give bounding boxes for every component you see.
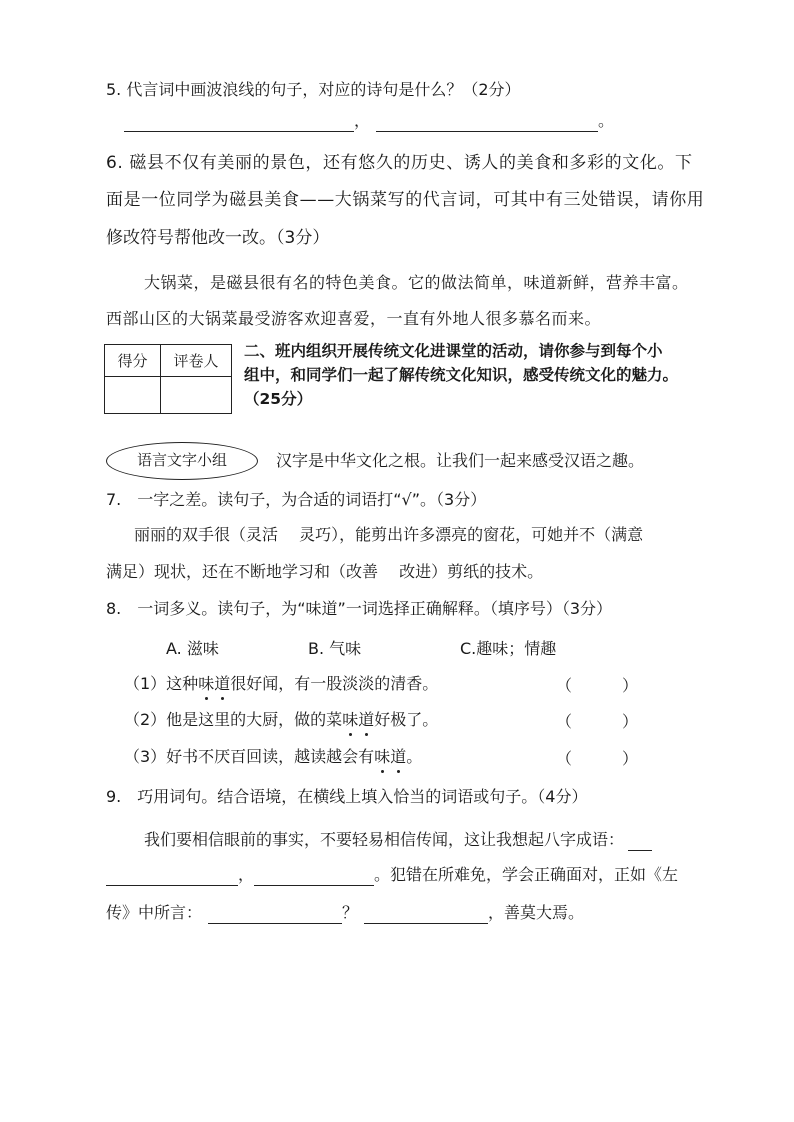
group-label-oval <box>106 442 258 480</box>
q8-item-1-emph-1: 味 <box>198 674 215 693</box>
q6-line-2: 面是一位同学为磁县美食——大锅菜写的代言词，可其中有三处错误，请你用 <box>106 190 705 210</box>
q8-item-1-pre: （1）这种 <box>124 674 199 693</box>
q8-item-2-paren-open: （ <box>556 712 573 731</box>
q8-item-1-emph-2: 道 <box>214 674 231 693</box>
q9-line-3-head: 传》中所言： <box>106 903 203 922</box>
q8-item-1-paren-close: ） <box>622 676 639 695</box>
q9-line-2-tail: 。犯错在所难免，学会正确面对，正如《左 <box>374 865 679 884</box>
q7-line-1: 丽丽的双手很（灵活 灵巧），能剪出许多漂亮的窗花，可她并不（满意 <box>134 525 644 544</box>
q8-option-a: A. 滋味 <box>166 639 219 658</box>
section2-line-1: 二、班内组织开展传统文化进课堂的活动，请你参与到每个小 <box>244 342 663 360</box>
q6-passage-2: 西部山区的大锅菜最受游客欢迎喜爱，一直有外地人很多慕名而来。 <box>106 309 602 328</box>
section2-line-2: 组中，和同学们一起了解传统文化知识，感受传统文化的魅力。 <box>244 366 679 384</box>
q8-item-3-paren-close: ） <box>622 749 639 768</box>
q5-comma: ， <box>354 111 371 130</box>
q8-item-2-pre: （2）他是这里的大厨，做的菜 <box>124 710 343 729</box>
group-intro: 汉字是中华文化之根。让我们一起来感受汉语之趣。 <box>276 451 645 470</box>
grader-cell[interactable] <box>161 377 232 414</box>
q7-line-2: 满足）现状，还在不断地学习和（改善 改进）剪纸的技术。 <box>106 562 544 581</box>
q8-item-2-paren-close: ） <box>622 712 639 731</box>
q9-line-3-q: ？ <box>342 903 359 922</box>
score-cell[interactable] <box>105 377 161 414</box>
q8-item-1-paren-open: （ <box>556 676 573 695</box>
q9-line-3 <box>106 902 584 924</box>
q8-item-1-post: 很好闻，有一股淡淡的清香。 <box>230 674 439 693</box>
q6-line-1: 6. 磁县不仅有美丽的景色，还有悠久的历史、诱人的美食和多彩的文化。下 <box>106 153 693 173</box>
q9-question: 9. 巧用词句。结合语境，在横线上填入恰当的词语或句子。（4分） <box>106 787 588 806</box>
q9-blank-4[interactable] <box>208 905 342 924</box>
group-label: 语言文字小组 <box>136 451 227 469</box>
q5-question: 5. 代言词中画波浪线的句子，对应的诗句是什么？（2分） <box>106 80 521 99</box>
q5-answer-row <box>124 110 614 132</box>
q7-question: 7. 一字之差。读句子，为合适的词语打“√”。（3分） <box>106 490 487 509</box>
q8-question: 8. 一词多义。读句子，为“味道”一词选择正确解释。（填序号）（3分） <box>106 599 613 618</box>
q8-item-2 <box>124 709 438 731</box>
q8-option-b: B. 气味 <box>308 639 362 658</box>
q8-item-2-emph-2: 道 <box>358 710 375 729</box>
q9-blank-1[interactable] <box>628 832 652 851</box>
q8-option-c: C.趣味；情趣 <box>460 639 557 658</box>
q8-item-3-paren-open: （ <box>556 749 573 768</box>
q5-blank-2[interactable] <box>376 113 598 132</box>
q6-line-3: 修改符号帮他改一改。（3分） <box>106 228 330 248</box>
q9-line-1 <box>144 829 652 851</box>
q8-item-2-emph-1: 味 <box>342 710 359 729</box>
q9-line-2-comma: ， <box>238 865 255 884</box>
q8-item-1 <box>124 673 438 695</box>
q8-item-3-emph-2: 道 <box>390 747 407 766</box>
q9-blank-3[interactable] <box>254 867 374 886</box>
q8-item-3-post: 。 <box>406 747 423 766</box>
q9-line-3-tail: ，善莫大焉。 <box>488 903 585 922</box>
q8-item-3-pre: （3）好书不厌百回读，越读越会有 <box>124 747 375 766</box>
q9-blank-2[interactable] <box>106 867 238 886</box>
q8-item-3-emph-1: 味 <box>374 747 391 766</box>
score-table <box>104 344 232 414</box>
section2-line-3: （25分） <box>244 390 313 408</box>
q5-period: 。 <box>598 111 615 130</box>
q8-item-2-post: 好极了。 <box>374 710 439 729</box>
q6-passage-1: 大锅菜，是磁县很有名的特色美食。它的做法简单，味道新鲜，营养丰富。 <box>144 273 689 292</box>
q8-item-3 <box>124 746 422 768</box>
q9-line-2 <box>106 864 678 886</box>
q5-blank-1[interactable] <box>124 113 354 132</box>
q9-line-1-text: 我们要相信眼前的事实，不要轻易相信传闻，这让我想起八字成语： <box>144 830 625 849</box>
score-label: 得分 <box>105 345 161 377</box>
grader-label: 评卷人 <box>161 345 232 377</box>
q9-blank-5[interactable] <box>364 905 488 924</box>
